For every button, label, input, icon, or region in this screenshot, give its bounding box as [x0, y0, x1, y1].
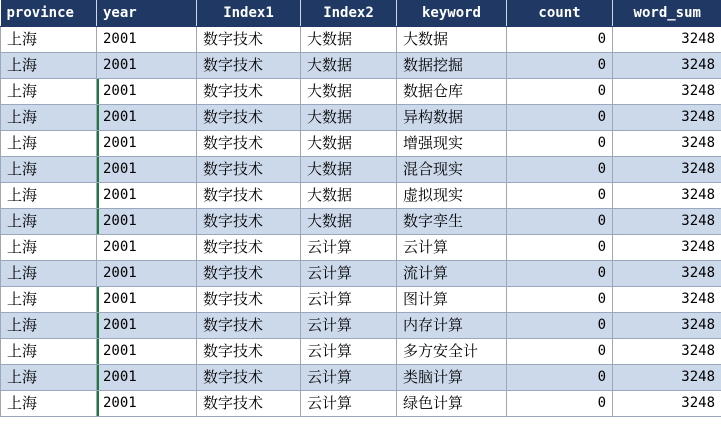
- column-header-count[interactable]: count: [507, 0, 613, 27]
- cell-index1[interactable]: 数字技术: [197, 131, 301, 157]
- cell-province[interactable]: 上海: [1, 261, 97, 287]
- table-row[interactable]: [1, 27, 721, 53]
- cell-word-sum[interactable]: 3248: [613, 157, 721, 183]
- cell-province[interactable]: 上海: [1, 79, 97, 105]
- cell-count[interactable]: 0: [507, 235, 613, 261]
- cell-index2[interactable]: 大数据: [301, 131, 397, 157]
- cell-year[interactable]: 2001: [97, 365, 197, 391]
- cell-index1[interactable]: 数字技术: [197, 391, 301, 417]
- table-row[interactable]: [1, 157, 721, 183]
- cell-keyword[interactable]: 数据挖掘: [397, 53, 507, 79]
- cell-count[interactable]: 0: [507, 391, 613, 417]
- cell-index2[interactable]: 云计算: [301, 391, 397, 417]
- cell-province[interactable]: 上海: [1, 105, 97, 131]
- cell-word-sum[interactable]: 3248: [613, 313, 721, 339]
- cell-index1[interactable]: 数字技术: [197, 365, 301, 391]
- table-row[interactable]: [1, 391, 721, 417]
- cell-year[interactable]: 2001: [97, 79, 197, 105]
- cell-province[interactable]: 上海: [1, 313, 97, 339]
- cell-keyword[interactable]: 混合现实: [397, 157, 507, 183]
- cell-word-sum[interactable]: 3248: [613, 209, 721, 235]
- cell-year[interactable]: 2001: [97, 105, 197, 131]
- column-header-province[interactable]: province: [1, 0, 97, 27]
- cell-keyword[interactable]: 增强现实: [397, 131, 507, 157]
- cell-province[interactable]: 上海: [1, 287, 97, 313]
- column-header-keyword[interactable]: keyword: [397, 0, 507, 27]
- column-header-word-sum[interactable]: word_sum: [613, 0, 721, 27]
- cell-year[interactable]: 2001: [97, 53, 197, 79]
- cell-keyword[interactable]: 虚拟现实: [397, 183, 507, 209]
- cell-index2[interactable]: 大数据: [301, 157, 397, 183]
- cell-index2[interactable]: 云计算: [301, 287, 397, 313]
- cell-index1[interactable]: 数字技术: [197, 27, 301, 53]
- cell-year[interactable]: 2001: [97, 391, 197, 417]
- table-row[interactable]: [1, 183, 721, 209]
- cell-province[interactable]: 上海: [1, 27, 97, 53]
- column-header-index2[interactable]: Index2: [301, 0, 397, 27]
- cell-word-sum[interactable]: 3248: [613, 131, 721, 157]
- cell-index2[interactable]: 大数据: [301, 27, 397, 53]
- cell-word-sum[interactable]: 3248: [613, 235, 721, 261]
- cell-index2[interactable]: 大数据: [301, 53, 397, 79]
- cell-year[interactable]: 2001: [97, 235, 197, 261]
- table-row[interactable]: [1, 313, 721, 339]
- cell-count[interactable]: 0: [507, 183, 613, 209]
- cell-index1[interactable]: 数字技术: [197, 105, 301, 131]
- cell-year[interactable]: 2001: [97, 27, 197, 53]
- cell-word-sum[interactable]: 3248: [613, 105, 721, 131]
- cell-keyword[interactable]: 内存计算: [397, 313, 507, 339]
- cell-index2[interactable]: 云计算: [301, 313, 397, 339]
- cell-year[interactable]: 2001: [97, 287, 197, 313]
- table-header: [1, 0, 721, 27]
- cell-keyword[interactable]: 云计算: [397, 235, 507, 261]
- cell-word-sum[interactable]: 3248: [613, 365, 721, 391]
- table-row[interactable]: [1, 53, 721, 79]
- cell-province[interactable]: 上海: [1, 235, 97, 261]
- cell-year[interactable]: 2001: [97, 313, 197, 339]
- cell-keyword[interactable]: 流计算: [397, 261, 507, 287]
- cell-word-sum[interactable]: 3248: [613, 339, 721, 365]
- cell-word-sum[interactable]: 3248: [613, 27, 721, 53]
- cell-count[interactable]: 0: [507, 339, 613, 365]
- cell-index2[interactable]: 云计算: [301, 261, 397, 287]
- cell-keyword[interactable]: 类脑计算: [397, 365, 507, 391]
- cell-index2[interactable]: 大数据: [301, 105, 397, 131]
- cell-word-sum[interactable]: 3248: [613, 287, 721, 313]
- cell-count[interactable]: 0: [507, 209, 613, 235]
- cell-keyword[interactable]: 大数据: [397, 27, 507, 53]
- cell-index2[interactable]: 云计算: [301, 365, 397, 391]
- column-header-year[interactable]: year: [97, 0, 197, 27]
- cell-province[interactable]: 上海: [1, 183, 97, 209]
- cell-index1[interactable]: 数字技术: [197, 79, 301, 105]
- cell-count[interactable]: 0: [507, 157, 613, 183]
- cell-year[interactable]: 2001: [97, 261, 197, 287]
- cell-index1[interactable]: 数字技术: [197, 157, 301, 183]
- cell-province[interactable]: 上海: [1, 339, 97, 365]
- cell-index1[interactable]: 数字技术: [197, 209, 301, 235]
- cell-word-sum[interactable]: 3248: [613, 53, 721, 79]
- cell-word-sum[interactable]: 3248: [613, 183, 721, 209]
- cell-count[interactable]: 0: [507, 313, 613, 339]
- cell-index2[interactable]: 大数据: [301, 79, 397, 105]
- cell-province[interactable]: 上海: [1, 391, 97, 417]
- cell-province[interactable]: 上海: [1, 365, 97, 391]
- cell-index1[interactable]: 数字技术: [197, 183, 301, 209]
- cell-count[interactable]: 0: [507, 79, 613, 105]
- cell-word-sum[interactable]: 3248: [613, 79, 721, 105]
- cell-year[interactable]: 2001: [97, 131, 197, 157]
- cell-year[interactable]: 2001: [97, 183, 197, 209]
- cell-count[interactable]: 0: [507, 105, 613, 131]
- cell-year[interactable]: 2001: [97, 209, 197, 235]
- cell-index1[interactable]: 数字技术: [197, 235, 301, 261]
- cell-keyword[interactable]: 图计算: [397, 287, 507, 313]
- cell-keyword[interactable]: 数据仓库: [397, 79, 507, 105]
- cell-province[interactable]: 上海: [1, 209, 97, 235]
- table-row[interactable]: [1, 79, 721, 105]
- table-row[interactable]: [1, 287, 721, 313]
- table-row[interactable]: [1, 105, 721, 131]
- cell-year[interactable]: 2001: [97, 339, 197, 365]
- cell-index2[interactable]: 大数据: [301, 183, 397, 209]
- cell-count[interactable]: 0: [507, 27, 613, 53]
- cell-count[interactable]: 0: [507, 287, 613, 313]
- cell-index2[interactable]: 大数据: [301, 209, 397, 235]
- cell-province[interactable]: 上海: [1, 157, 97, 183]
- header-row: [1, 0, 721, 27]
- table-body: [1, 27, 721, 417]
- cell-province[interactable]: 上海: [1, 53, 97, 79]
- table-row[interactable]: [1, 209, 721, 235]
- cell-word-sum[interactable]: 3248: [613, 391, 721, 417]
- cell-index2[interactable]: 云计算: [301, 339, 397, 365]
- cell-word-sum[interactable]: 3248: [613, 261, 721, 287]
- cell-index1[interactable]: 数字技术: [197, 287, 301, 313]
- cell-keyword[interactable]: 异构数据: [397, 105, 507, 131]
- cell-year[interactable]: 2001: [97, 157, 197, 183]
- cell-count[interactable]: 0: [507, 53, 613, 79]
- cell-index2[interactable]: 云计算: [301, 235, 397, 261]
- cell-keyword[interactable]: 数字孪生: [397, 209, 507, 235]
- cell-count[interactable]: 0: [507, 261, 613, 287]
- column-header-index1[interactable]: Index1: [197, 0, 301, 27]
- table-row[interactable]: [1, 131, 721, 157]
- table-row[interactable]: [1, 365, 721, 391]
- cell-count[interactable]: 0: [507, 365, 613, 391]
- table-row[interactable]: [1, 235, 721, 261]
- table-row[interactable]: [1, 261, 721, 287]
- table-row[interactable]: [1, 339, 721, 365]
- cell-index1[interactable]: 数字技术: [197, 313, 301, 339]
- cell-index1[interactable]: 数字技术: [197, 53, 301, 79]
- cell-index1[interactable]: 数字技术: [197, 261, 301, 287]
- cell-index1[interactable]: 数字技术: [197, 339, 301, 365]
- cell-keyword[interactable]: 多方安全计: [397, 339, 507, 365]
- cell-province[interactable]: 上海: [1, 131, 97, 157]
- cell-keyword[interactable]: 绿色计算: [397, 391, 507, 417]
- cell-count[interactable]: 0: [507, 131, 613, 157]
